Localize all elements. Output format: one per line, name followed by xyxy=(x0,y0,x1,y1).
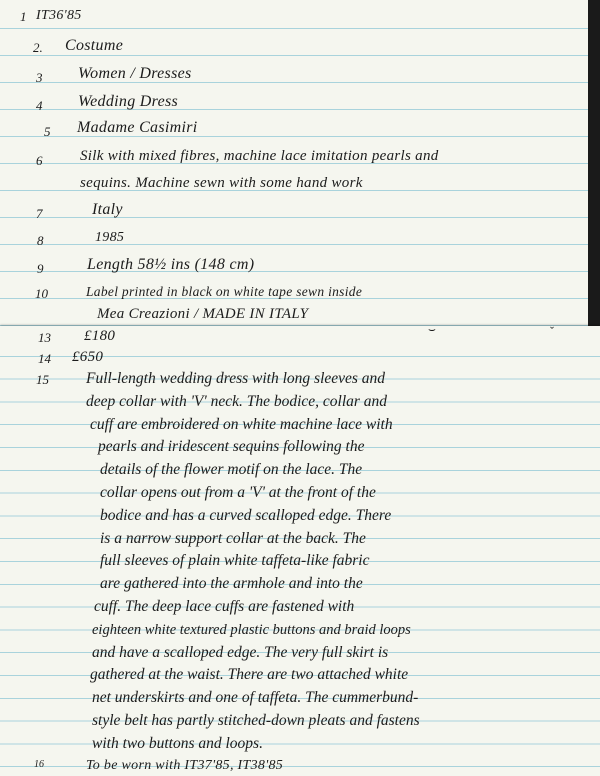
entry-number: 7 xyxy=(36,206,43,221)
description-line: details of the flower motif on the lace. The xyxy=(100,461,363,479)
entry-number: 14 xyxy=(38,351,51,366)
entry-number: 4 xyxy=(36,98,43,113)
entry-number: 8 xyxy=(37,233,44,248)
description-line: Full-length wedding dress with long sleeves and xyxy=(86,370,386,387)
notebook-page-top xyxy=(0,0,588,330)
entry-number: 1 xyxy=(20,9,27,24)
description-line: collar opens out from a 'V' at the front of the xyxy=(100,483,376,501)
entry-label: Label printed in black on white tape sewn inside xyxy=(86,284,363,299)
entry-associated-objects: To be worn with IT37'85, IT38'85 xyxy=(86,758,284,773)
entry-valuation: £650 xyxy=(72,349,104,365)
entry-dimensions: Length 58½ ins (148 cm) xyxy=(87,256,255,273)
entry-subcategory: Women / Dresses xyxy=(78,65,192,82)
entry-description xyxy=(86,368,420,756)
entry-number: 3 xyxy=(36,70,43,85)
entry-object-name: Wedding Dress xyxy=(78,93,179,110)
tick-mark: ˇ xyxy=(550,324,554,338)
entry-number: 6 xyxy=(36,153,43,168)
description-line: is a narrow support collar at the back. The xyxy=(100,529,366,547)
tick-mark: ⌣ xyxy=(428,322,436,336)
entry-place: Italy xyxy=(92,201,123,218)
entry-date: 1985 xyxy=(95,230,125,245)
entry-number: 2. xyxy=(33,40,43,55)
description-line: eighteen white textured plastic buttons and braid loops xyxy=(92,621,411,638)
description-line: net underskirts and one of taffeta. The cummerbund- xyxy=(92,689,419,707)
entry-number: 16 xyxy=(34,759,44,770)
entry-purchase-price: £180 xyxy=(84,328,116,344)
entry-number: 15 xyxy=(36,372,49,387)
entry-category: Costume xyxy=(65,37,124,54)
description-line: gathered at the waist. There are two attached white xyxy=(90,666,409,684)
entry-materials-cont: sequins. Machine sewn with some hand work xyxy=(80,175,363,191)
description-line: cuff are embroidered on white machine lace with xyxy=(90,415,393,433)
description-line: with two buttons and loops. xyxy=(92,734,263,752)
description-line: style belt has partly stitched-down pleats and fastens xyxy=(92,711,420,729)
entry-label-text: Mea Creazioni / MADE IN ITALY xyxy=(97,306,309,322)
entry-number: 13 xyxy=(38,330,51,345)
description-line: deep collar with 'V' neck. The bodice, collar and xyxy=(86,392,388,410)
description-line: pearls and iridescent sequins following the xyxy=(98,438,365,456)
entry-maker: Madame Casimiri xyxy=(77,119,198,136)
entry-number: 10 xyxy=(35,286,48,301)
entry-number: 9 xyxy=(37,261,44,276)
entry-materials: Silk with mixed fibres, machine lace imitation pearls and xyxy=(80,148,439,164)
description-line: bodice and has a curved scalloped edge. There xyxy=(100,506,392,524)
description-line: and have a scalloped edge. The very full skirt is xyxy=(92,643,389,661)
entry-accession-number: IT36'85 xyxy=(36,8,82,23)
description-line: full sleeves of plain white taffeta-like fabric xyxy=(100,552,370,570)
entry-number: 5 xyxy=(44,124,51,139)
description-line: are gathered into the armhole and into the xyxy=(100,575,363,593)
description-line: cuff. The deep lace cuffs are fastened with xyxy=(94,597,355,615)
notebook-page-bottom xyxy=(0,322,600,776)
